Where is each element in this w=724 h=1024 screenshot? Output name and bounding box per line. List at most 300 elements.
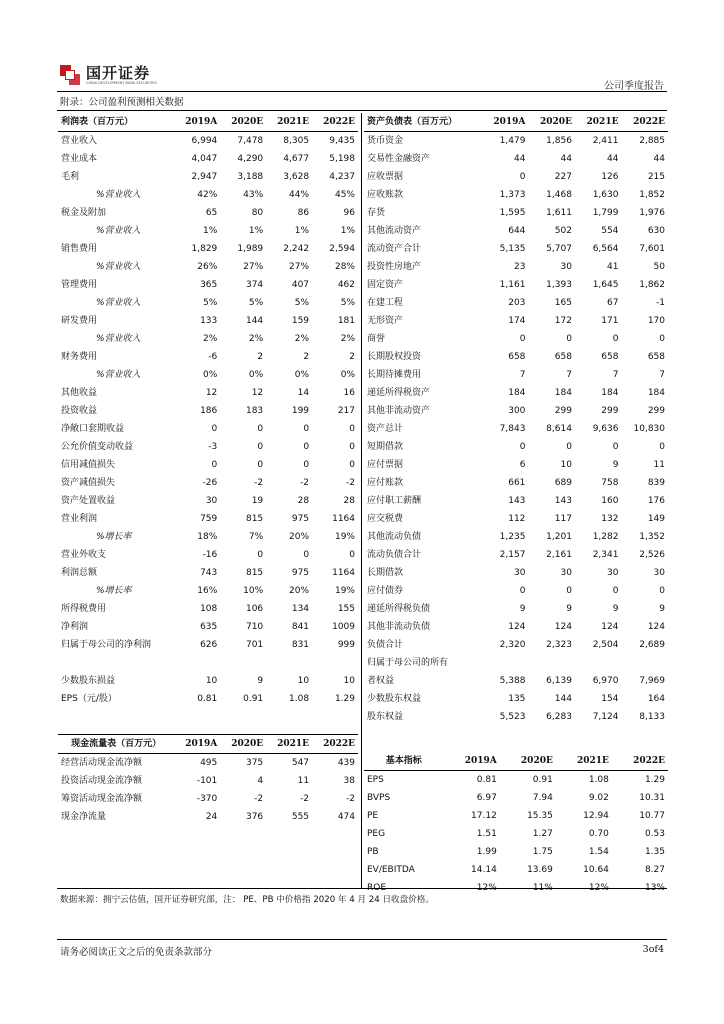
year-header: 2022E — [323, 117, 355, 127]
table-row — [58, 132, 358, 151]
cell-value: 0 — [349, 460, 355, 470]
row-label: 者权益 — [367, 676, 395, 686]
cell-value: 1.51 — [476, 829, 497, 839]
cell-value: 143 — [508, 496, 526, 506]
row-label: 税金及附加 — [61, 208, 107, 218]
cell-value: 701 — [245, 640, 264, 650]
cell-value: 12.94 — [583, 811, 609, 821]
cell-value: 6,139 — [546, 676, 572, 686]
cell-value: 38 — [343, 776, 355, 786]
report-type: 公司季度报告 — [604, 81, 664, 92]
table-row — [58, 808, 358, 826]
cell-value: 6,564 — [592, 244, 619, 254]
cell-value: 11 — [653, 460, 665, 470]
table-row — [364, 843, 668, 861]
cell-value: 172 — [554, 316, 572, 326]
row-label: 递延所得税负债 — [367, 604, 431, 614]
cell-value: 0 — [566, 334, 572, 344]
cell-value: 184 — [508, 388, 526, 398]
row-label: EPS — [367, 775, 384, 785]
cell-value: -2 — [300, 794, 310, 804]
cell-value: 1,282 — [592, 532, 619, 542]
cell-value: 1164 — [332, 568, 355, 578]
cell-value: 9,435 — [329, 136, 355, 146]
table-row — [58, 294, 358, 312]
cell-value: 758 — [601, 478, 619, 488]
cell-value: 181 — [337, 316, 355, 326]
row-label: 毛利 — [61, 172, 80, 182]
row-label: 所得税费用 — [61, 604, 107, 614]
cell-value: 160 — [601, 496, 619, 506]
cell-value: 30 — [653, 568, 665, 578]
cell-value: 375 — [245, 758, 264, 768]
cell-value: 144 — [245, 316, 264, 326]
cell-value: 117 — [554, 514, 572, 524]
cell-value: 1,201 — [546, 532, 572, 542]
cell-value: 144 — [554, 694, 572, 704]
row-label: 存货 — [367, 208, 386, 218]
cell-value: 0 — [612, 586, 619, 596]
year-header: 2020E — [231, 117, 264, 127]
cell-value: 0.70 — [588, 829, 609, 839]
cell-value: 0% — [340, 370, 355, 380]
cell-value: 20% — [289, 586, 310, 596]
cell-value: 1,468 — [546, 190, 572, 200]
cell-value: 24 — [205, 812, 218, 822]
cell-value: 9,636 — [592, 424, 619, 434]
cell-value: 300 — [508, 406, 526, 416]
cell-value: 644 — [508, 226, 526, 236]
row-label: 短期借款 — [367, 442, 404, 452]
cell-value: 10.77 — [639, 811, 665, 821]
cell-value: 1,373 — [499, 190, 526, 200]
cell-value: 1,352 — [639, 532, 665, 542]
row-label: PEG — [367, 829, 386, 839]
cell-value: 815 — [245, 514, 264, 524]
cell-value: 743 — [200, 568, 218, 578]
cell-value: 839 — [647, 478, 665, 488]
cell-value: 1,630 — [592, 190, 619, 200]
table-row — [364, 258, 668, 276]
cell-value: 27% — [289, 262, 310, 272]
row-label: 投资收益 — [61, 406, 98, 416]
logo-icon — [60, 65, 80, 85]
row-label: 资产处置收益 — [61, 496, 116, 506]
row-label: 公允价值变动收益 — [61, 442, 134, 452]
year-header: 2022E — [323, 739, 355, 749]
year-header: 2021E — [277, 117, 310, 127]
cell-value: 975 — [291, 568, 310, 578]
row-label: 在建工程 — [367, 298, 404, 308]
row-label: 资产总计 — [367, 424, 404, 434]
table-row — [58, 492, 358, 510]
logo-english-name: CHINA DEVELOPMENT BANK SECURITIES — [86, 80, 157, 85]
table-row — [364, 204, 668, 222]
row-label: 投资性房地产 — [367, 262, 422, 272]
cell-value: 1,393 — [546, 280, 572, 290]
cell-value: 12 — [205, 388, 218, 398]
table-row — [364, 438, 668, 456]
cell-value: 2,320 — [499, 640, 526, 650]
cell-value: 8,305 — [283, 136, 310, 146]
table-row — [364, 330, 668, 348]
cell-value: 13% — [644, 883, 665, 893]
row-label: 信用减值损失 — [61, 460, 116, 470]
cell-value: 4,677 — [283, 154, 310, 164]
row-label: %增长率 — [96, 532, 132, 542]
cell-value: 0 — [211, 460, 218, 470]
cell-value: 1,645 — [592, 280, 619, 290]
appendix-title: 附录：公司盈利预测相关数据 — [60, 97, 184, 108]
cell-value: 0 — [566, 442, 572, 452]
cell-value: 14.14 — [471, 865, 497, 875]
cell-value: 6 — [519, 460, 526, 470]
cell-value: 165 — [554, 298, 572, 308]
table-row — [58, 366, 358, 384]
table-row — [58, 546, 358, 564]
cell-value: 50 — [653, 262, 665, 272]
income-title: 利润表（百万元） — [61, 117, 134, 127]
cell-value: 176 — [647, 496, 665, 506]
cell-value: 44% — [289, 190, 310, 200]
cell-value: 143 — [554, 496, 572, 506]
table-row — [58, 456, 358, 474]
cell-value: 1% — [202, 226, 218, 236]
cell-value: 7,601 — [639, 244, 665, 254]
cell-value: 2,341 — [592, 550, 619, 560]
row-label: 货币资金 — [367, 136, 404, 146]
cell-value: 626 — [200, 640, 218, 650]
cell-value: 26% — [197, 262, 218, 272]
cell-value: 19 — [251, 496, 264, 506]
cell-value: 124 — [554, 622, 572, 632]
cell-value: 28 — [343, 496, 355, 506]
cell-value: 1% — [294, 226, 310, 236]
cell-value: 658 — [647, 352, 665, 362]
row-label: 营业收入 — [61, 136, 98, 146]
cell-value: 710 — [245, 622, 264, 632]
cell-value: 555 — [291, 812, 310, 822]
row-label: 资产减值损失 — [61, 478, 116, 488]
row-label: 流动资产合计 — [367, 244, 422, 254]
cell-value: 0 — [659, 334, 665, 344]
cell-value: 14 — [297, 388, 310, 398]
cell-value: 2,411 — [592, 136, 619, 146]
disclaimer-text: 请务必阅读正文之后的免责条款部分 — [60, 947, 213, 958]
table-row — [58, 330, 358, 348]
table-row — [364, 636, 668, 654]
cell-value: -370 — [196, 794, 218, 804]
cell-value: 635 — [200, 622, 218, 632]
cell-value: 6,283 — [546, 712, 572, 722]
cell-value: 658 — [508, 352, 526, 362]
source-note: 数据来源：拥宁云估值，国开证券研究部，注： PE、PB 中价格指 2020 年 4 月 24 日收盘价格。 — [60, 895, 435, 905]
cell-value: 1,976 — [639, 208, 665, 218]
cell-value: 299 — [554, 406, 572, 416]
row-label: %营业收入 — [96, 226, 141, 236]
cell-value: 9 — [519, 604, 526, 614]
row-label: 少数股东权益 — [367, 694, 422, 704]
cell-value: 170 — [647, 316, 665, 326]
row-label: 现金净流量 — [61, 812, 107, 822]
cell-value: 174 — [508, 316, 526, 326]
row-label: 投资活动现金流净额 — [61, 776, 143, 786]
row-label: 流动负债合计 — [367, 550, 422, 560]
row-label: 经营活动现金流净额 — [61, 758, 143, 768]
row-label: EV/EBITDA — [367, 865, 415, 875]
row-label: 递延所得税资产 — [367, 388, 431, 398]
cashflow-header-row — [58, 735, 358, 754]
table-row — [364, 807, 668, 825]
cell-value: 630 — [647, 226, 665, 236]
row-label: 其他收益 — [61, 388, 98, 398]
cell-value: 44 — [653, 154, 665, 164]
cell-value: 2% — [248, 334, 264, 344]
cell-value: 1.29 — [644, 775, 665, 785]
cell-value: 0 — [303, 424, 310, 434]
table-row — [58, 474, 358, 492]
cell-value: 0 — [257, 550, 264, 560]
row-label: 营业外收支 — [61, 550, 107, 560]
cell-value: 0 — [211, 424, 218, 434]
table-row — [364, 186, 668, 204]
cell-value: 2,689 — [639, 640, 665, 650]
cell-value: 11 — [297, 776, 310, 786]
cell-value: 30 — [560, 568, 572, 578]
table-row — [364, 771, 668, 790]
table-row — [58, 510, 358, 528]
cell-value: 4,047 — [191, 154, 218, 164]
table-row — [58, 312, 358, 330]
cell-value: 759 — [200, 514, 218, 524]
cell-value: 203 — [508, 298, 526, 308]
cell-value: 5,135 — [499, 244, 526, 254]
table-row — [364, 312, 668, 330]
cell-value: 106 — [245, 604, 264, 614]
cell-value: 554 — [601, 226, 619, 236]
table-row — [58, 528, 358, 546]
table-row — [364, 348, 668, 366]
cell-value: 7,478 — [237, 136, 264, 146]
cell-value: 0 — [303, 460, 310, 470]
cell-value: 19% — [334, 586, 355, 596]
table-row — [364, 366, 668, 384]
cell-value: 10,830 — [633, 424, 665, 434]
cell-value: 7% — [248, 532, 264, 542]
cell-value: 2,594 — [329, 244, 355, 254]
row-label — [58, 654, 174, 672]
cell-value: 45% — [334, 190, 355, 200]
cell-value: 0 — [566, 586, 572, 596]
table-row — [364, 222, 668, 240]
cell-value: 2% — [202, 334, 218, 344]
table-row — [364, 384, 668, 402]
cell-value: 44 — [607, 154, 619, 164]
cell-value: 1009 — [332, 622, 355, 632]
cell-value: 689 — [554, 478, 572, 488]
row-label: %营业收入 — [96, 370, 141, 380]
row-label: 归属于母公司的所有 — [367, 658, 449, 668]
cell-value: 9 — [566, 604, 572, 614]
income-header-row — [58, 113, 358, 132]
table-row — [364, 276, 668, 294]
table-row — [58, 654, 358, 672]
row-label: 应收账款 — [367, 190, 404, 200]
cell-value: 0 — [257, 460, 264, 470]
cell-value: 16 — [343, 388, 355, 398]
year-header: 2019A — [464, 756, 497, 766]
table-row — [364, 402, 668, 420]
cell-value: 474 — [337, 812, 355, 822]
row-label: 负债合计 — [367, 640, 404, 650]
row-label: 交易性金融资产 — [367, 154, 431, 164]
cell-value: 0% — [294, 370, 310, 380]
table-row — [364, 528, 668, 546]
cell-value: 19% — [334, 532, 355, 542]
logo-name: 国开证券 — [86, 63, 151, 82]
cell-value: 12% — [588, 883, 609, 893]
cell-value: -3 — [208, 442, 218, 452]
table-row — [58, 672, 358, 690]
year-header: 2021E — [586, 117, 619, 127]
cell-value: 10 — [297, 676, 310, 686]
table-row — [364, 825, 668, 843]
row-label: 其他流动负债 — [367, 532, 422, 542]
balance-header-row — [364, 113, 668, 132]
cell-value: 1.29 — [334, 694, 355, 704]
row-label: 其他流动资产 — [367, 226, 422, 236]
row-label: 应付票据 — [367, 460, 404, 470]
cell-value: 135 — [508, 694, 526, 704]
row-label: 财务费用 — [61, 352, 98, 362]
table-row — [364, 168, 668, 186]
table-row — [364, 582, 668, 600]
cell-value: 1.75 — [532, 847, 553, 857]
cell-value: 10.31 — [639, 793, 665, 803]
cell-value: 43% — [243, 190, 264, 200]
table-row — [58, 186, 358, 204]
cell-value: 2,526 — [639, 550, 665, 560]
table-row — [58, 222, 358, 240]
table-row — [58, 772, 358, 790]
cell-value: 44 — [560, 154, 572, 164]
row-label: %营业收入 — [96, 298, 141, 308]
table-row — [364, 132, 668, 151]
cell-value: 1,852 — [639, 190, 665, 200]
table-row — [364, 654, 668, 672]
cell-value: 108 — [200, 604, 218, 614]
cell-value: 2,242 — [283, 244, 310, 254]
cell-value: 658 — [601, 352, 619, 362]
cell-value: 184 — [554, 388, 572, 398]
cell-value: 0 — [659, 442, 665, 452]
table-row — [364, 294, 668, 312]
cell-value — [174, 654, 220, 672]
cell-value: 65 — [205, 208, 218, 218]
cell-value: 2,323 — [546, 640, 572, 650]
cell-value: 30 — [205, 496, 218, 506]
cell-value: 547 — [291, 758, 310, 768]
cell-value: 1,479 — [499, 136, 526, 146]
cell-value — [621, 654, 668, 672]
cell-value: 96 — [343, 208, 355, 218]
cell-value: 5% — [248, 298, 264, 308]
table-row — [58, 168, 358, 186]
cashflow-title: 现金流量表（百万元） — [71, 739, 162, 749]
cell-value: 5,707 — [546, 244, 572, 254]
cell-value — [528, 654, 575, 672]
cell-value: 0.81 — [197, 694, 218, 704]
table-row — [364, 510, 668, 528]
row-label: EPS（元/股） — [61, 694, 117, 704]
cell-value: 30 — [513, 568, 526, 578]
cell-value: 186 — [200, 406, 218, 416]
year-header: 2020E — [231, 739, 264, 749]
table-row — [364, 492, 668, 510]
table-row — [58, 564, 358, 582]
cell-value: 134 — [291, 604, 310, 614]
cell-value: 5,388 — [499, 676, 526, 686]
cell-value: 7,969 — [639, 676, 665, 686]
row-label: 归属于母公司的净利润 — [61, 640, 152, 650]
table-row — [58, 258, 358, 276]
row-label: 销售费用 — [61, 244, 98, 254]
cell-value: 2 — [349, 352, 355, 362]
cell-value: 1164 — [332, 514, 355, 524]
cell-value: 7 — [612, 370, 619, 380]
cell-value: -2 — [254, 794, 264, 804]
cell-value: 0 — [612, 442, 619, 452]
row-label: 应收票据 — [367, 172, 404, 182]
cell-value: 0 — [349, 550, 355, 560]
cell-value: 0.81 — [476, 775, 497, 785]
year-header: 2021E — [576, 756, 609, 766]
table-row — [58, 420, 358, 438]
header-rule — [57, 91, 667, 92]
cell-value: 2% — [294, 334, 310, 344]
row-label: %营业收入 — [96, 334, 141, 344]
footer-rule — [57, 939, 667, 940]
row-label: 长期待摊费用 — [367, 370, 422, 380]
cell-value: 2,947 — [191, 172, 218, 182]
row-label: 净敞口套期收益 — [61, 424, 125, 434]
cell-value: 10% — [243, 586, 264, 596]
cell-value: 124 — [647, 622, 665, 632]
cell-value: 9 — [612, 604, 619, 614]
cell-value: 0.53 — [644, 829, 665, 839]
cell-value: 3,188 — [237, 172, 264, 182]
table-row — [364, 564, 668, 582]
cell-value: 815 — [245, 568, 264, 578]
cell-value: 1.35 — [644, 847, 665, 857]
table-row — [58, 636, 358, 654]
row-label: 应交税费 — [367, 514, 404, 524]
cell-value — [482, 654, 529, 672]
cell-value: 30 — [560, 262, 572, 272]
cell-value: 7 — [659, 370, 665, 380]
row-label: 长期股权投资 — [367, 352, 422, 362]
cell-value: 999 — [337, 640, 355, 650]
cell-value: 133 — [200, 316, 218, 326]
cell-value: -2 — [254, 478, 264, 488]
cell-value: 1.27 — [532, 829, 553, 839]
table-row — [58, 348, 358, 366]
cell-value: 154 — [601, 694, 619, 704]
cell-value: 0 — [257, 424, 264, 434]
cell-value: 7 — [519, 370, 526, 380]
cell-value: 126 — [601, 172, 619, 182]
cell-value: -16 — [202, 550, 218, 560]
